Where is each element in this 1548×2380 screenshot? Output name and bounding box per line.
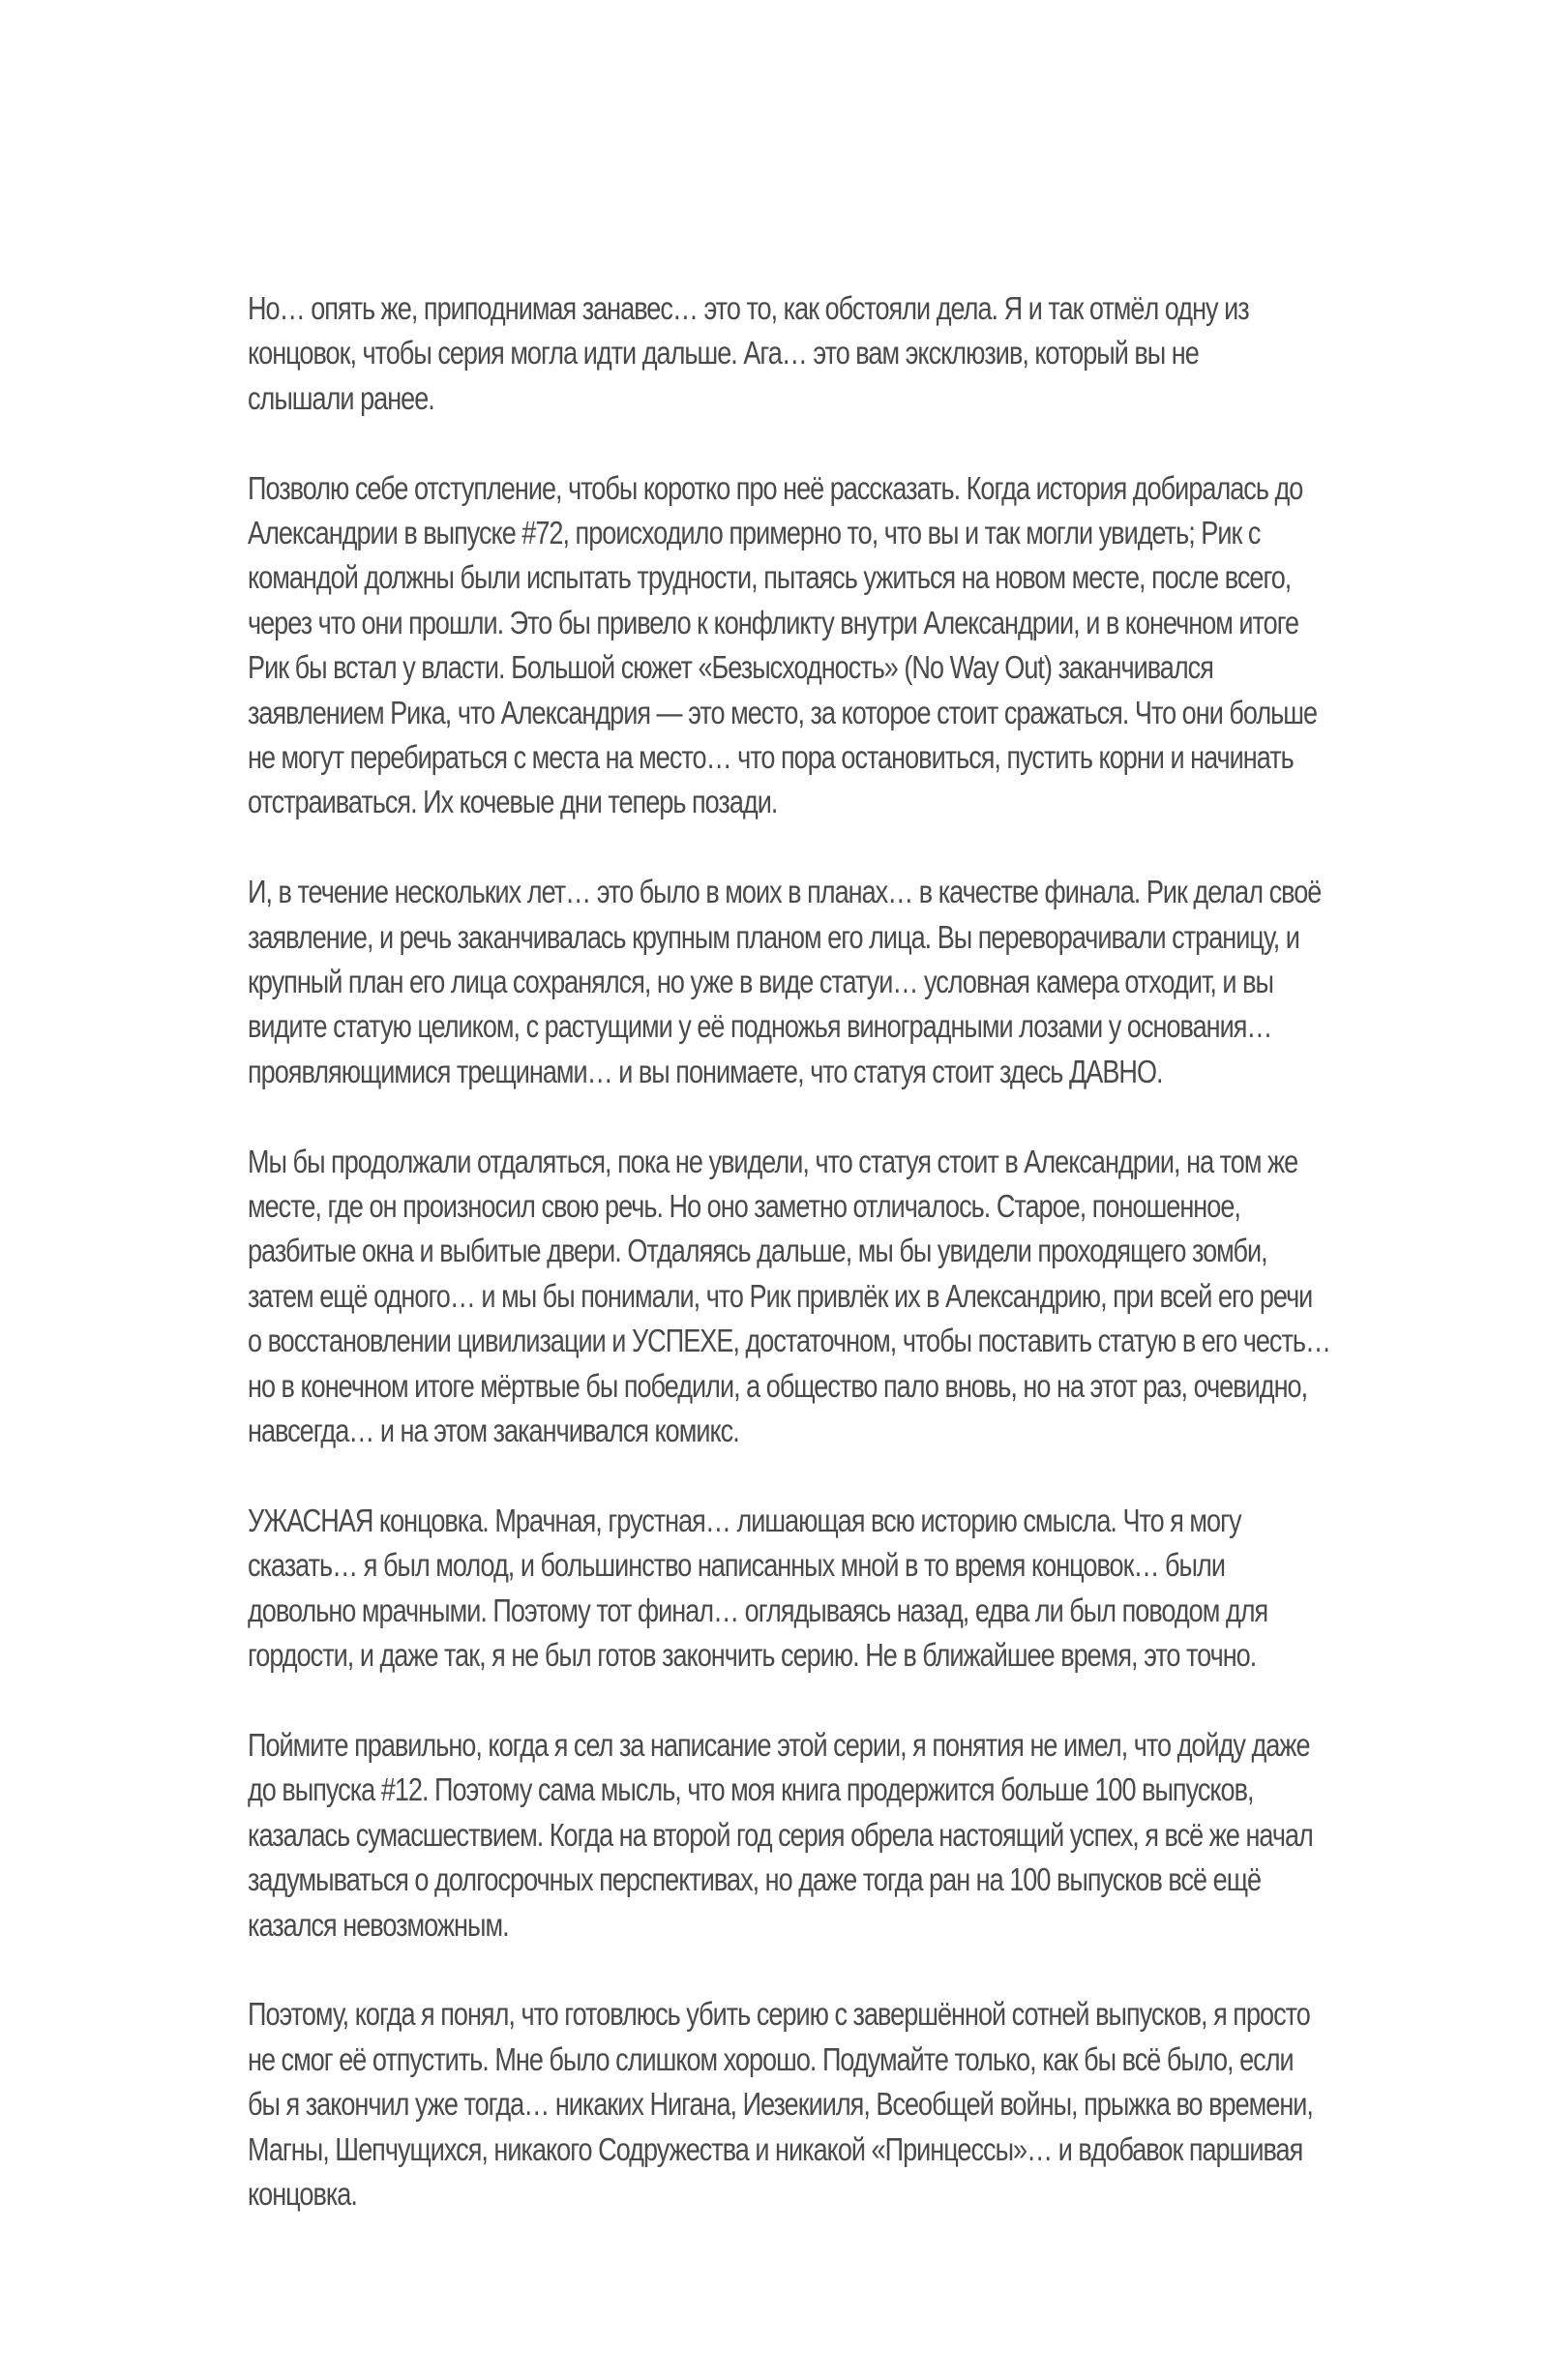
text-line: но в конечном итоге мёртвые бы победили, а общество пало вновь, но на этот раз, очевидно, <box>248 1367 1308 1404</box>
document-page <box>248 286 1331 2262</box>
text-line: Рик бы встал у власти. Большой сюжет «Безысходность» (No Way Out) заканчивался <box>248 649 1213 686</box>
text-line: Поэтому, когда я понял, что готовлюсь убить серию с завершённой сотней выпусков, я просто <box>248 1996 1310 2033</box>
text-line: через что они прошли. Это бы привело к конфликту внутри Александрии, и в конечном итоге <box>248 604 1299 640</box>
text-line: концовка. <box>248 2175 357 2212</box>
text-line: казалась сумасшествием. Когда на второй год серия обрела настоящий успех, я всё же начал <box>248 1816 1313 1853</box>
text-line: слышали ранее. <box>248 379 434 416</box>
text-line: месте, где он произносил свою речь. Но оно заметно отличалось. Старое, поношенное, <box>248 1188 1240 1225</box>
text-line: видите статую целиком, с растущими у её подножья виноградными лозами у основания… <box>248 1008 1272 1045</box>
paragraph-4 <box>248 1140 1331 1454</box>
text-line: Позволю себе отступление, чтобы коротко про неё рассказать. Когда история добиралась до <box>248 469 1303 506</box>
text-line: о восстановлении цивилизации и УСПЕХЕ, достаточном, чтобы поставить статую в его честь… <box>248 1323 1331 1359</box>
text-line: навсегда… и на этом заканчивался комикс. <box>248 1413 739 1449</box>
text-line: довольно мрачными. Поэтому тот финал… оглядываясь назад, едва ли был поводом для <box>248 1592 1268 1628</box>
text-line: разбитые окна и выбитые двери. Отдаляясь дальше, мы бы увидели проходящего зомби, <box>248 1233 1267 1269</box>
text-line: до выпуска #12. Поэтому сама мысль, что моя книга продержится больше 100 выпусков, <box>248 1771 1254 1808</box>
text-line: Но… опять же, приподнимая занавес… это то, как обстояли дела. Я и так отмёл одну из <box>248 290 1249 326</box>
text-line: бы я закончил уже тогда… никаких Нигана, Иезекииля, Всеобщей войны, прыжка во времени, <box>248 2086 1313 2123</box>
paragraph-6 <box>248 1723 1331 1948</box>
text-line: Мы бы продолжали отдаляться, пока не увидели, что статуя стоит в Александрии, на том же <box>248 1143 1298 1179</box>
text-line: И, в течение нескольких лет… это было в моих в планах… в качестве финала. Рик делал своё <box>248 874 1322 910</box>
text-line: Магны, Шепчущихся, никакого Содружества и никакой «Принцессы»… и вдобавок паршивая <box>248 2130 1303 2167</box>
text-line: командой должны были испытать трудности, пытаясь ужиться на новом месте, после всего, <box>248 559 1292 596</box>
text-line: проявляющимися трещинами… и вы понимаете, что статуя стоит здесь ДАВНО. <box>248 1053 1163 1089</box>
text-line: заявление, и речь заканчивалась крупным планом его лица. Вы переворачивали страницу, и <box>248 918 1299 955</box>
text-line: не могут перебираться с места на место… что пора остановиться, пустить корни и начинать <box>248 739 1294 776</box>
paragraph-3 <box>248 870 1331 1094</box>
paragraph-2 <box>248 466 1331 825</box>
text-line: затем ещё одного… и мы бы понимали, что Рик привлёк их в Александрию, при всей его речи <box>248 1277 1313 1314</box>
text-line: крупный план его лица сохранялся, но уже в виде статуи… условная камера отходит, и вы <box>248 964 1273 1000</box>
text-line: отстраиваться. Их кочевые дни теперь позади. <box>248 784 778 820</box>
text-line: концовок, чтобы серия могла идти дальше. Ага… это вам эксклюзив, который вы не <box>248 335 1199 372</box>
paragraph-7 <box>248 1992 1331 2216</box>
text-line: УЖАСНАЯ концовка. Мрачная, грустная… лишающая всю историю смысла. Что я могу <box>248 1502 1241 1538</box>
paragraph-5 <box>248 1499 1331 1679</box>
text-line: гордости, и даже так, я не был готов закончить серию. Не в ближайшее время, это точно. <box>248 1637 1257 1674</box>
text-line: заявлением Рика, что Александрия — это место, за которое стоит сражаться. Что они больше <box>248 694 1318 730</box>
text-line: Александрии в выпуске #72, происходило примерно то, что вы и так могли увидеть; Рик с <box>248 515 1261 551</box>
text-line: казался невозможным. <box>248 1906 509 1943</box>
text-line: Поймите правильно, когда я сел за написание этой серии, я понятия не имел, что дойду даже <box>248 1726 1310 1763</box>
text-line: задумываться о долгосрочных перспективах, но даже тогда ран на 100 выпусков всё ещё <box>248 1861 1262 1898</box>
text-line: сказать… я был молод, и большинство написанных мной в то время концовок… были <box>248 1547 1225 1584</box>
paragraph-1 <box>248 286 1331 421</box>
text-line: не смог её отпустить. Мне было слишком хорошо. Подумайте только, как бы всё было, если <box>248 2040 1294 2077</box>
